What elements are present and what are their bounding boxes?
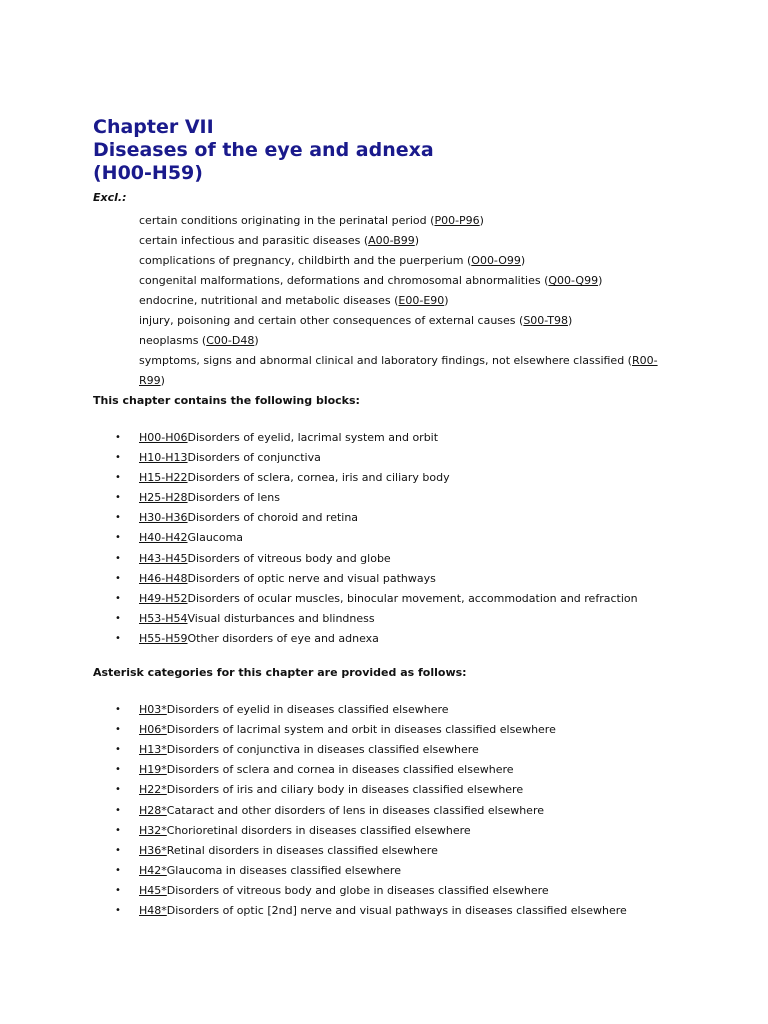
bullet-dot: • (115, 844, 121, 856)
asterisk-item-text: Disorders of sclera and cornea in diseases classified elsewhere (166, 763, 514, 777)
asterisk-list (93, 700, 753, 921)
bullet-dot: • (115, 764, 121, 776)
blocks-code-link[interactable]: H55-H59 (139, 631, 188, 645)
asterisk-code-link[interactable]: H48* (139, 903, 167, 917)
asterisk-item-text: Disorders of eyelid in diseases classified elsewhere (166, 703, 449, 717)
bullet-dot: • (115, 552, 121, 564)
chapter-range: (H00-H59) (93, 162, 203, 184)
blocks-code-link[interactable]: H49-H52 (139, 591, 188, 605)
blocks-code-link[interactable]: H25-H28 (139, 491, 188, 505)
bullet-dot: • (115, 492, 121, 504)
blocks-item-text: Disorders of vitreous body and globe (187, 551, 391, 565)
excl-item-suffix: ) (414, 234, 420, 247)
document-page (93, 116, 753, 921)
asterisk-item (93, 740, 753, 760)
excl-item (139, 271, 753, 291)
excl-item-text: neoplasms ( (139, 334, 207, 347)
bullet-dot: • (115, 724, 121, 736)
blocks-item-text: Disorders of sclera, cornea, iris and ciliary body (187, 471, 450, 485)
excl-item (139, 291, 753, 311)
bullet-dot: • (115, 864, 121, 876)
asterisk-code-link[interactable]: H06* (139, 723, 167, 737)
asterisk-item-text: Disorders of lacrimal system and orbit in diseases classified elsewhere (166, 723, 556, 737)
chapter-title: Diseases of the eye and adnexa (93, 139, 434, 161)
asterisk-item (93, 901, 753, 921)
asterisk-item (93, 780, 753, 800)
excl-code-link[interactable]: O00-O99 (471, 254, 521, 267)
excl-code-link[interactable]: P00-P96 (434, 214, 480, 227)
asterisk-code-link[interactable]: H36* (139, 843, 167, 857)
asterisk-item-text: Glaucoma in diseases classified elsewhere (166, 863, 401, 877)
excl-item-suffix: ) (160, 374, 165, 387)
blocks-item-text: Disorders of ocular muscles, binocular movement, accommodation and refraction (187, 591, 638, 605)
excl-item-text: symptoms, signs and abnormal clinical and laboratory findings, not elsewhere classified ( (139, 354, 632, 367)
excl-item (139, 311, 753, 331)
excl-code-link[interactable]: S00-T98 (523, 314, 568, 327)
excl-item (139, 331, 753, 351)
bullet-dot: • (115, 612, 121, 624)
excl-item-suffix: ) (598, 274, 603, 287)
excl-item-suffix: ) (254, 334, 259, 347)
bullet-dot: • (115, 532, 121, 544)
bullet-dot: • (115, 632, 121, 644)
asterisk-item-text: Retinal disorders in diseases classified elsewhere (166, 843, 438, 857)
excl-item-text: complications of pregnancy, childbirth and the puerperium ( (139, 254, 472, 267)
blocks-item (93, 468, 753, 488)
blocks-item-text: Glaucoma (187, 531, 244, 545)
blocks-item (93, 508, 753, 528)
blocks-code-link[interactable]: H43-H45 (139, 551, 188, 565)
blocks-item (93, 609, 753, 629)
excl-item-text: congenital malformations, deformations and chromosomal abnormalities ( (139, 274, 549, 287)
blocks-item-text: Other disorders of eye and adnexa (187, 631, 379, 645)
asterisk-item-text: Disorders of vitreous body and globe in diseases classified elsewhere (166, 883, 549, 897)
blocks-code-link[interactable]: H10-H13 (139, 451, 188, 465)
blocks-item (93, 569, 753, 589)
excl-code-link[interactable]: R00-R99 (139, 354, 658, 387)
bullet-dot: • (115, 784, 121, 796)
asterisk-item (93, 861, 753, 881)
asterisk-item (93, 801, 753, 821)
asterisk-item-text: Disorders of conjunctiva in diseases classified elsewhere (166, 743, 479, 757)
excl-item-suffix: ) (567, 314, 573, 327)
blocks-code-link[interactable]: H46-H48 (139, 571, 188, 585)
blocks-code-link[interactable]: H53-H54 (139, 611, 188, 625)
blocks-item-text: Disorders of choroid and retina (187, 511, 359, 525)
blocks-item (93, 528, 753, 548)
excl-item (139, 231, 753, 251)
bullet-dot: • (115, 512, 121, 524)
asterisk-item (93, 760, 753, 780)
excl-code-link[interactable]: C00-D48 (206, 334, 255, 347)
asterisk-item (93, 881, 753, 901)
asterisk-code-link[interactable]: H45* (139, 883, 167, 897)
excl-label: Excl.: (93, 191, 127, 204)
bullet-dot: • (115, 904, 121, 916)
asterisk-item (93, 720, 753, 740)
blocks-code-link[interactable]: H40-H42 (139, 531, 188, 545)
excl-item-suffix: ) (520, 254, 526, 267)
excl-item-text: certain conditions originating in the perinatal period ( (139, 214, 435, 227)
excl-item (139, 211, 753, 231)
asterisk-item-text: Disorders of iris and ciliary body in diseases classified elsewhere (166, 783, 524, 797)
excl-item-text: injury, poisoning and certain other consequences of external causes ( (139, 314, 524, 327)
bullet-dot: • (115, 592, 121, 604)
blocks-item (93, 629, 753, 649)
excl-item (139, 351, 679, 391)
excl-item-suffix: ) (444, 294, 449, 307)
blocks-list (93, 428, 753, 649)
asterisk-item-text: Cataract and other disorders of lens in diseases classified elsewhere (166, 803, 544, 817)
bullet-dot: • (115, 452, 121, 464)
bullet-dot: • (115, 472, 121, 484)
excl-code-link[interactable]: A00-B99 (368, 234, 415, 247)
asterisk-heading: Asterisk categories for this chapter are provided as follows: (93, 666, 467, 680)
asterisk-code-link[interactable]: H42* (139, 863, 167, 877)
bullet-dot: • (115, 432, 121, 443)
asterisk-item (93, 821, 753, 841)
excl-item-suffix: ) (479, 214, 484, 227)
blocks-item (93, 589, 753, 609)
blocks-item-text: Disorders of conjunctiva (187, 451, 321, 465)
blocks-heading: This chapter contains the following blocks: (93, 394, 360, 407)
blocks-item (93, 448, 753, 468)
asterisk-code-link[interactable]: H03* (139, 703, 167, 717)
excl-code-link[interactable]: Q00-Q99 (548, 274, 599, 287)
excl-item (139, 251, 753, 271)
blocks-item-text: Disorders of lens (187, 491, 280, 505)
blocks-item-text: Disorders of eyelid, lacrimal system and orbit (187, 431, 439, 444)
bullet-dot: • (115, 884, 121, 896)
asterisk-code-link[interactable]: H32* (139, 823, 167, 837)
chapter-number: Chapter VII (93, 116, 214, 138)
asterisk-item-text: Chorioretinal disorders in diseases classified elsewhere (166, 823, 471, 837)
blocks-item (93, 428, 753, 448)
blocks-item-text: Disorders of optic nerve and visual pathways (187, 571, 436, 585)
blocks-item (93, 549, 753, 569)
excl-item-text: endocrine, nutritional and metabolic diseases ( (139, 294, 399, 307)
bullet-dot: • (115, 744, 121, 756)
blocks-code-link[interactable]: H30-H36 (139, 511, 188, 525)
asterisk-code-link[interactable]: H28* (139, 803, 167, 817)
blocks-code-link[interactable]: H00-H06 (139, 431, 188, 444)
bullet-dot: • (115, 824, 121, 836)
blocks-code-link[interactable]: H15-H22 (139, 471, 188, 485)
blocks-item-text: Visual disturbances and blindness (187, 611, 375, 625)
bullet-dot: • (115, 572, 121, 584)
asterisk-item (93, 841, 753, 861)
asterisk-code-link[interactable]: H13* (139, 743, 167, 757)
excl-list (139, 211, 753, 391)
asterisk-item (93, 700, 753, 720)
asterisk-item-text: Disorders of optic [2nd] nerve and visual pathways in diseases classified elsewhere (166, 903, 627, 917)
blocks-item (93, 488, 753, 508)
excl-item-text: certain infectious and parasitic diseases ( (139, 234, 369, 247)
asterisk-code-link[interactable]: H19* (139, 763, 167, 777)
bullet-dot: • (115, 704, 121, 716)
bullet-dot: • (115, 804, 121, 816)
asterisk-code-link[interactable]: H22* (139, 783, 167, 797)
excl-code-link[interactable]: E00-E90 (398, 294, 445, 307)
